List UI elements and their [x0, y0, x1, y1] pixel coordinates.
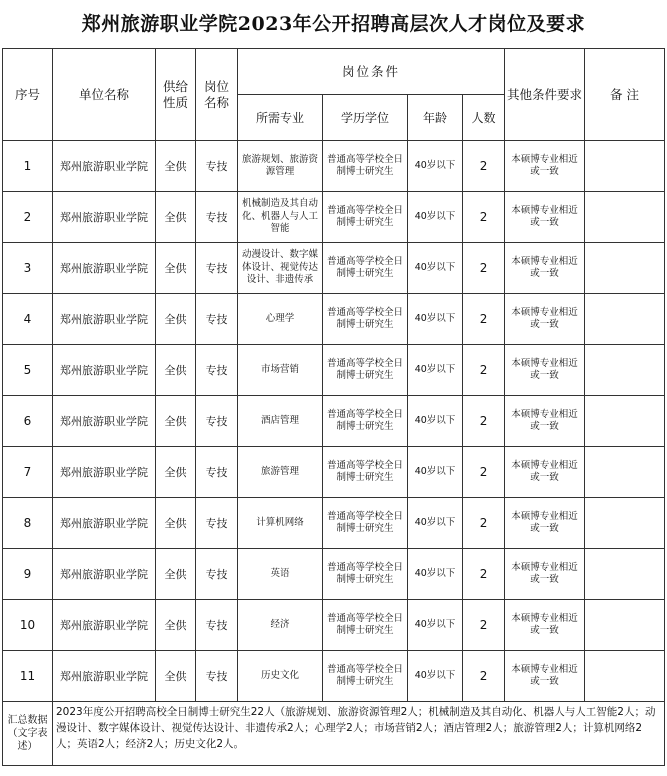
cell-count: 2	[463, 396, 505, 447]
cell-age: 40岁以下	[408, 447, 463, 498]
cell-education: 普通高等学校全日制博士研究生	[323, 294, 408, 345]
cell-unit: 郑州旅游职业学院	[53, 243, 156, 294]
table-row	[3, 192, 665, 243]
cell-age: 40岁以下	[408, 549, 463, 600]
page-title: 郑州旅游职业学院2023年公开招聘高层次人才岗位及要求	[81, 13, 586, 35]
cell-seq: 4	[3, 294, 53, 345]
cell-position: 专技	[196, 600, 238, 651]
cell-education: 普通高等学校全日制博士研究生	[323, 192, 408, 243]
cell-education: 普通高等学校全日制博士研究生	[323, 345, 408, 396]
cell-count: 2	[463, 294, 505, 345]
table-row	[3, 549, 665, 600]
cell-funding: 全供	[156, 498, 196, 549]
cell-remark	[585, 345, 665, 396]
cell-seq: 10	[3, 600, 53, 651]
cell-unit: 郑州旅游职业学院	[53, 498, 156, 549]
cell-seq: 8	[3, 498, 53, 549]
cell-other: 本硕博专业相近或一致	[505, 549, 585, 600]
cell-position: 专技	[196, 549, 238, 600]
cell-remark	[585, 192, 665, 243]
cell-position: 专技	[196, 192, 238, 243]
cell-funding: 全供	[156, 141, 196, 192]
header-position: 岗位名称	[196, 49, 238, 141]
cell-position: 专技	[196, 243, 238, 294]
cell-count: 2	[463, 141, 505, 192]
cell-funding: 全供	[156, 345, 196, 396]
cell-other: 本硕博专业相近或一致	[505, 192, 585, 243]
table-row	[3, 243, 665, 294]
header-education: 学历学位	[323, 95, 408, 141]
cell-funding: 全供	[156, 396, 196, 447]
cell-unit: 郑州旅游职业学院	[53, 549, 156, 600]
cell-count: 2	[463, 192, 505, 243]
table-row	[3, 345, 665, 396]
cell-education: 普通高等学校全日制博士研究生	[323, 498, 408, 549]
table-row	[3, 294, 665, 345]
table-row	[3, 498, 665, 549]
cell-age: 40岁以下	[408, 651, 463, 702]
cell-education: 普通高等学校全日制博士研究生	[323, 600, 408, 651]
table-row	[3, 396, 665, 447]
cell-count: 2	[463, 600, 505, 651]
cell-age: 40岁以下	[408, 600, 463, 651]
cell-count: 2	[463, 345, 505, 396]
cell-other: 本硕博专业相近或一致	[505, 396, 585, 447]
cell-age: 40岁以下	[408, 141, 463, 192]
cell-major: 经济	[238, 600, 323, 651]
cell-position: 专技	[196, 651, 238, 702]
cell-age: 40岁以下	[408, 294, 463, 345]
cell-other: 本硕博专业相近或一致	[505, 243, 585, 294]
cell-count: 2	[463, 447, 505, 498]
cell-education: 普通高等学校全日制博士研究生	[323, 396, 408, 447]
cell-other: 本硕博专业相近或一致	[505, 651, 585, 702]
cell-seq: 5	[3, 345, 53, 396]
cell-seq: 11	[3, 651, 53, 702]
cell-unit: 郑州旅游职业学院	[53, 141, 156, 192]
cell-position: 专技	[196, 345, 238, 396]
cell-other: 本硕博专业相近或一致	[505, 294, 585, 345]
cell-remark	[585, 651, 665, 702]
cell-position: 专技	[196, 396, 238, 447]
cell-funding: 全供	[156, 192, 196, 243]
cell-position: 专技	[196, 141, 238, 192]
cell-seq: 2	[3, 192, 53, 243]
header-conditions: 岗位条件	[238, 49, 505, 95]
cell-funding: 全供	[156, 447, 196, 498]
cell-other: 本硕博专业相近或一致	[505, 600, 585, 651]
cell-remark	[585, 396, 665, 447]
header-seq: 序号	[3, 49, 53, 141]
header-other: 其他条件要求	[505, 49, 585, 141]
cell-unit: 郑州旅游职业学院	[53, 294, 156, 345]
cell-other: 本硕博专业相近或一致	[505, 498, 585, 549]
cell-seq: 7	[3, 447, 53, 498]
cell-funding: 全供	[156, 294, 196, 345]
cell-seq: 9	[3, 549, 53, 600]
header-major: 所需专业	[238, 95, 323, 141]
cell-remark	[585, 294, 665, 345]
cell-count: 2	[463, 549, 505, 600]
cell-count: 2	[463, 651, 505, 702]
header-remark: 备 注	[585, 49, 665, 141]
cell-position: 专技	[196, 294, 238, 345]
cell-funding: 全供	[156, 549, 196, 600]
cell-unit: 郑州旅游职业学院	[53, 345, 156, 396]
table-row	[3, 141, 665, 192]
cell-unit: 郑州旅游职业学院	[53, 447, 156, 498]
summary-text: 2023年度公开招聘高校全日制博士研究生22人（旅游规划、旅游资源管理2人；机械制造及其自动化、机器人与人工智能2人；动漫设计、数字媒体设计、视觉传达设计、非遗传承2人；心理学2人；市场营销2人；酒店管理2人；旅游管理2人；计算机网络2人；英语2人；经济2人；历史文化2人。	[53, 702, 665, 766]
cell-age: 40岁以下	[408, 345, 463, 396]
cell-count: 2	[463, 498, 505, 549]
table-body	[3, 141, 665, 702]
cell-remark	[585, 141, 665, 192]
cell-major: 酒店管理	[238, 396, 323, 447]
header-age: 年龄	[408, 95, 463, 141]
cell-unit: 郑州旅游职业学院	[53, 651, 156, 702]
cell-remark	[585, 447, 665, 498]
cell-other: 本硕博专业相近或一致	[505, 447, 585, 498]
cell-unit: 郑州旅游职业学院	[53, 192, 156, 243]
cell-major: 旅游管理	[238, 447, 323, 498]
cell-age: 40岁以下	[408, 192, 463, 243]
cell-count: 2	[463, 243, 505, 294]
cell-education: 普通高等学校全日制博士研究生	[323, 141, 408, 192]
table-row	[3, 447, 665, 498]
cell-other: 本硕博专业相近或一致	[505, 345, 585, 396]
cell-remark	[585, 549, 665, 600]
cell-position: 专技	[196, 498, 238, 549]
summary-label: 汇总数据（文字表述）	[3, 702, 53, 766]
cell-unit: 郑州旅游职业学院	[53, 600, 156, 651]
table-row	[3, 651, 665, 702]
cell-unit: 郑州旅游职业学院	[53, 396, 156, 447]
table-row	[3, 600, 665, 651]
cell-seq: 6	[3, 396, 53, 447]
cell-education: 普通高等学校全日制博士研究生	[323, 549, 408, 600]
cell-age: 40岁以下	[408, 243, 463, 294]
positions-table	[2, 48, 665, 766]
header-count: 人数	[463, 95, 505, 141]
cell-seq: 1	[3, 141, 53, 192]
cell-position: 专技	[196, 447, 238, 498]
cell-education: 普通高等学校全日制博士研究生	[323, 447, 408, 498]
cell-age: 40岁以下	[408, 498, 463, 549]
cell-funding: 全供	[156, 651, 196, 702]
cell-remark	[585, 243, 665, 294]
cell-remark	[585, 498, 665, 549]
cell-other: 本硕博专业相近或一致	[505, 141, 585, 192]
cell-major: 机械制造及其自动化、机器人与人工智能	[238, 192, 323, 243]
cell-education: 普通高等学校全日制博士研究生	[323, 651, 408, 702]
cell-remark	[585, 600, 665, 651]
cell-major: 英语	[238, 549, 323, 600]
cell-education: 普通高等学校全日制博士研究生	[323, 243, 408, 294]
header-unit: 单位名称	[53, 49, 156, 141]
cell-major: 动漫设计、数字媒体设计、视觉传达设计、非遗传承	[238, 243, 323, 294]
cell-major: 心理学	[238, 294, 323, 345]
cell-seq: 3	[3, 243, 53, 294]
cell-major: 市场营销	[238, 345, 323, 396]
cell-major: 计算机网络	[238, 498, 323, 549]
cell-funding: 全供	[156, 243, 196, 294]
cell-funding: 全供	[156, 600, 196, 651]
cell-major: 旅游规划、旅游资源管理	[238, 141, 323, 192]
cell-major: 历史文化	[238, 651, 323, 702]
cell-age: 40岁以下	[408, 396, 463, 447]
header-funding: 供给性质	[156, 49, 196, 141]
